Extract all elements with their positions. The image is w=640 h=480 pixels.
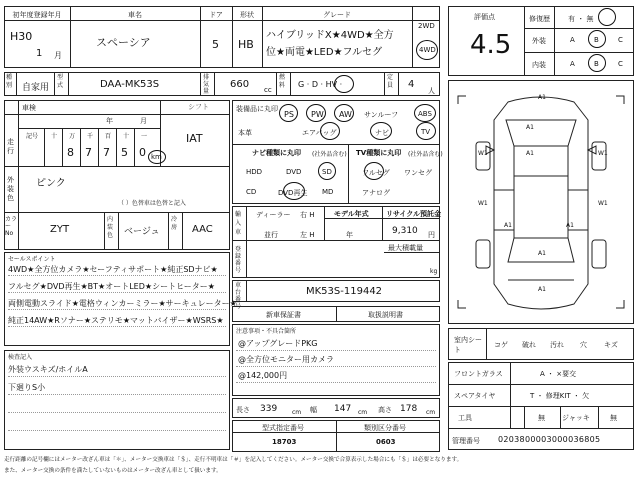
tv-oneseg: ワンセグ [404,169,432,177]
footer-line-2: また、メーター交換の条件を満たしていないものはメーター改ざん車として扱います。 [4,468,222,474]
navi-sd: SD [322,168,332,176]
sales-points-label: セールスポイント [8,256,56,263]
month-unit: 月 [54,51,62,60]
era-year: H30 [10,30,33,43]
management-number: 0203800003000036805 [498,435,601,444]
seat-opt-2: 破れ [522,341,536,349]
tv-sub: (社外品含む) [408,151,443,158]
color-no-label: カラーNo [5,216,18,237]
mileage-h4: 百 [105,133,112,140]
eq-ps-circle [279,104,298,122]
seat-opt-1: コゲ [494,341,508,349]
repair-options: 有 ・ 無 [568,15,594,23]
notes-label: 検査記入 [8,354,33,361]
displacement-label: 排気量 [203,74,210,95]
eq-pw: PW [311,110,324,119]
ext-grade-b: B [594,36,599,44]
shape-label: 形状 [240,11,254,19]
type-value: 自家用 [22,83,50,93]
import-parallel: 並行 [264,231,278,239]
int-grade-label: 内装 [532,61,546,69]
tools-label: 工具 [458,414,472,422]
mileage-h1: 十 [51,133,58,140]
ext-grade-circle [588,30,606,48]
loading-unit: kg [430,268,438,275]
tv-fullseg-circle [364,162,384,180]
eq-airbag-circle [320,122,340,140]
tv-analog: アナログ [362,189,390,197]
equipment-label: 装備品に丸印 [236,105,278,113]
reg-month: 1 [36,48,43,59]
displacement: 660 [230,79,250,90]
inspection-year-unit: 年 [106,117,113,125]
eq-aw: AW [339,110,352,119]
navi-dvdplay-circle [283,182,305,200]
mileage-d4: 5 [121,146,128,159]
seat-opt-3: 汚れ [550,341,564,349]
eq-aw-circle [334,104,354,122]
import-right: 右 H [300,211,315,219]
color-no: ZYT [50,224,70,235]
tv-label: TV種類に丸印 [356,149,402,157]
diag-mark-9: A1 [566,222,574,229]
int-grade-c: C [618,60,623,68]
fuel-label: 燃料 [279,74,286,89]
interior-label: 内装色 [107,216,114,239]
mileage-h3: 千 [87,133,94,140]
mileage-d5: 0 [139,146,146,159]
front-glass-label: フロントガラス [454,370,503,378]
year-label: 初年度登録年月 [12,11,62,19]
eq-navi: ナビ [375,129,389,137]
width-unit: cm [358,409,368,416]
navi-label: ナビ種類に丸印 [252,149,301,157]
cc-unit: cc [264,86,272,94]
exterior-note: （ ）色替車は色替と記入 [118,200,186,207]
interior-color: ベージュ [124,227,160,237]
import-label: 輸入車 [235,211,242,236]
frame-label: 登録番号 [235,246,242,274]
ac-value: AAC [192,224,213,235]
mileage-h2: 万 [69,133,76,140]
eq-tv-circle [416,122,436,140]
navi-hdd: HDD [246,168,263,176]
ext-grade-label: 外装 [532,37,546,45]
jack-label: ジャッキ [562,414,590,422]
eq-abs: ABS [418,110,432,118]
diag-mark-3: W1 [478,150,488,157]
model-label: 車名 [128,11,142,19]
tools-value: 無 [538,414,545,422]
inspection-label: 車検 [22,104,36,112]
height-unit: cm [426,409,436,416]
type-no-label: 型式指定番号 [262,424,304,432]
front-glass-value: A ・ ×要交 [540,370,577,378]
eq-sunroof: サンルーフ [364,111,399,119]
height-label: 高さ [378,406,392,414]
eq-abs-circle [414,104,436,122]
length-value: 339 [260,404,278,414]
navi-sub: (社外品含む) [312,151,347,158]
diag-mark-5: W1 [478,200,488,207]
diag-mark-4: W1 [598,150,608,157]
eq-airbag: エアバッグ [302,129,337,137]
type-label: 種別 [6,74,13,89]
capacity: 4 [408,79,415,90]
drive-4wd: 4WD [419,46,436,54]
seat-opt-5: キズ [604,341,618,349]
mileage-h6: 一 [141,133,148,140]
grade-line2: 位★両電★LED★フルセグ [266,47,383,58]
score-value: 4.5 [470,30,512,60]
notes-line-2: 下廻りS小 [8,383,46,392]
inspection-month-unit: 月 [140,117,147,125]
import-dealer: ディーラー [256,211,291,219]
recycle-label: リサイクル預託金 [386,210,442,218]
fuel-options: G · D · HV · [298,80,343,89]
recycle-unit: 円 [428,231,435,239]
seat-opt-4: 穴 [580,341,587,349]
mileage-h0: 記号 [26,133,39,140]
diag-mark-11: A1 [538,286,546,293]
exterior-label: 外装色 [7,176,14,202]
grade-label: グレード [323,11,351,19]
ac-label: 冷房 [171,216,178,231]
registration-row [4,72,440,96]
diag-mark-1: A1 [538,94,546,101]
eq-leather: 本革 [238,129,252,137]
model-code-label: 型式 [57,74,64,89]
diag-mark-2: A1 [526,124,534,131]
management-label: 管理番号 [452,437,480,445]
shift-value: IAT [186,132,203,145]
eq-tv: TV [421,128,431,136]
shift-label: シフト [188,103,209,111]
eq-navi-circle [370,122,392,140]
capacity-label: 定員 [387,74,394,89]
sales-line-1: 4WD★全方位カメラ★セーフティサポート★純正SDナビ★ [8,265,218,274]
mileage-d3: 7 [103,146,110,159]
mileage-d2: 7 [85,146,92,159]
sales-line-4: 純正14AW★Rソナー★ステリモ★マットバイザー★WSRS★ [8,316,224,325]
import-left: 左 H [300,231,315,239]
repair-label: 修復歴 [529,15,550,23]
mileage-label: 走行 [7,138,14,155]
height-value: 178 [400,404,418,414]
doors-label: ドア [209,11,223,19]
class-no: 0603 [376,438,396,446]
caution-line-1: @アップグレードPKG [238,339,318,348]
caution-label: 注意事項・不具合箇所 [236,328,297,335]
spare-tire-value: T ・ 修理KIT ・ 欠 [530,392,590,400]
notes-line-1: 外装ウスキズ/ホイルA [8,365,88,374]
spare-tire-label: スペアタイヤ [454,392,496,400]
sales-line-2: フルセグ★DVD再生★BT★オートLED★シートヒーター★ [8,282,215,291]
frame-number-label: 車台番号 [235,282,242,310]
mileage-h5: 十 [123,133,130,140]
frame-number: MK53S-119442 [306,286,383,297]
mileage-d1: 8 [67,146,74,159]
recycle-value: 9,310 [392,226,418,236]
diag-mark-8: A1 [504,222,512,229]
jack-value: 無 [610,414,617,422]
model-year-unit: 年 [346,231,353,239]
int-grade-a: A [570,60,575,68]
caution-line-2: @全方位モニター用カメラ [238,355,334,364]
shape-value: HB [238,38,254,51]
length-unit: cm [292,409,302,416]
model-code: DAA-MK53S [100,79,160,90]
diag-mark-10: A1 [538,250,546,257]
doors-value: 5 [212,38,219,51]
sales-line-3: 両側電動スライド★電格ウィンカーミラー★サーキュレーター★ [8,299,237,308]
model-year-label: モデル年式 [334,210,369,218]
navi-cd: CD [246,188,257,196]
fuel-circle [334,75,354,93]
navi-sd-circle [318,162,336,180]
ext-grade-c: C [618,36,623,44]
type-no: 18703 [272,438,297,446]
class-no-label: 類別区分番号 [364,424,406,432]
navi-md: MD [322,188,334,196]
grade-line1: ハイブリッドX★4WD★全方 [266,30,394,41]
drive-2wd: 2WD [418,22,435,30]
owners-manual: 取扱説明書 [368,311,403,319]
score-label: 評価点 [474,13,495,21]
interior-seat-label: 室内シート [454,336,482,354]
width-value: 147 [334,404,352,414]
capacity-unit: 人 [428,87,435,95]
caution-line-3: @142,000円 [238,371,288,380]
ext-grade-a: A [570,36,575,44]
int-grade-circle [588,54,606,72]
repair-circle [598,8,616,26]
model-name: スペーシア [96,36,151,49]
diag-mark-7: A1 [526,150,534,157]
eq-ps: PS [284,110,294,119]
diag-mark-6: W1 [598,200,608,207]
width-label: 幅 [310,406,317,414]
loading-label: 最大積載量 [388,244,423,252]
tv-fullseg: フルセグ [362,169,390,177]
new-car-warranty: 新車保証書 [266,311,301,319]
exterior-color: ピンク [36,178,66,189]
int-grade-b: B [594,60,599,68]
eq-pw-circle [306,104,326,122]
mileage-unit: km [151,153,162,161]
navi-dvd-play: DVD再生 [278,189,308,197]
footer-line-1: 走行距離の記号欄にはメーター改ざん車は「＊」、メーター交換車は「＄」、走行不明車は「＃」を記入してください。メーター交換で合算表示した場合にも「＄」は必要となります。 [4,457,463,463]
length-label: 長さ [236,406,250,414]
navi-dvd: DVD [286,168,302,176]
